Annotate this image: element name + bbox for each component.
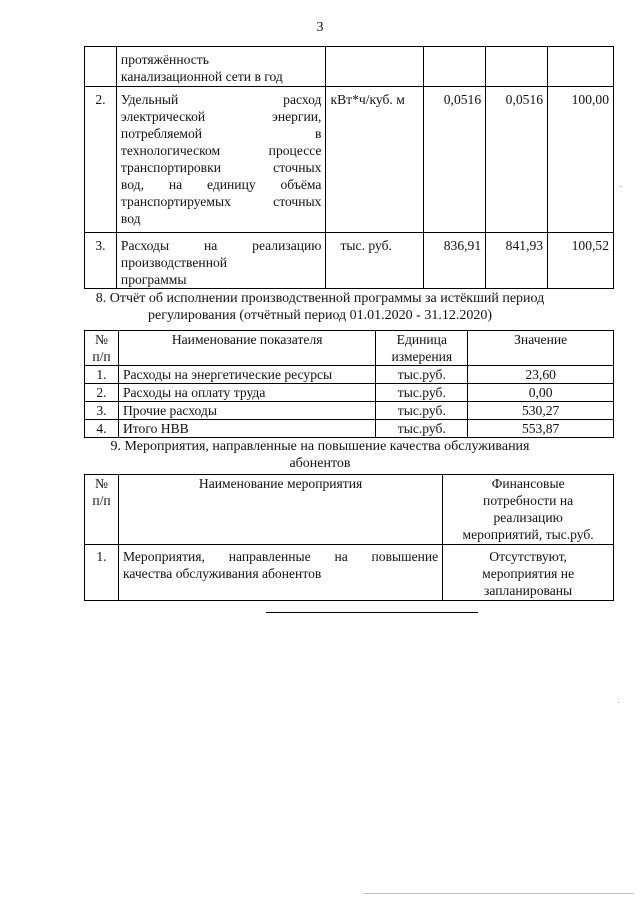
percent-cell: 100,52 [548,233,614,289]
table-row: 2. Расходы на оплату труда тыс.руб. 0,00 [85,384,614,402]
row-number: 3. [85,233,117,289]
section-9-title: 9. Мероприятия, направленные на повышение качества обслуживания абонентов [110,439,530,471]
row-number: 2. [85,87,117,233]
percent-cell: 100,00 [548,87,614,233]
table-row [85,87,614,233]
column-header-financing: Финансовые потребности на реализацию мероприятий, тыс.руб. [443,475,614,545]
value-cell: 841,93 [486,233,548,289]
financing-cell: Отсутствуют, мероприятия не запланированы [443,545,614,601]
table-row [85,47,614,87]
indicator-name: протяжённость канализационной сети в год [116,47,326,87]
table-row [85,545,614,601]
separator-line [266,612,478,613]
table-row [85,233,614,289]
table-header-row [85,475,614,545]
column-header-number: № п/п [85,331,119,366]
column-header-value: Значение [468,331,614,366]
column-header-unit: Единица измерения [376,331,468,366]
unit-cell: кВт*ч/куб. м [326,87,424,233]
unit-cell: тыс. руб. [326,233,424,289]
indicators-table [84,46,614,289]
column-header-name: Наименование мероприятия [118,475,442,545]
service-quality-measures-table [84,474,614,601]
value-cell: 836,91 [424,233,486,289]
indicator-name: Удельный расход электрической энергии, потребляемой в технологическом процессе транспортировки сточных вод, на единицу объёма транспортируемых сточных вод [116,87,326,233]
indicator-name: Расходы на реализацию производственной программы [116,233,326,289]
scan-dot [620,186,621,187]
value-cell: 0,0516 [424,87,486,233]
section-8-title: 8. Отчёт об исполнении производственной программы за истёкший период регулирования (отчётный период 01.01.2020 - 31.12.2020) [95,291,545,323]
measure-name: Мероприятия, направленные на повышение качества обслуживания абонентов [118,545,442,601]
scan-edge-line [364,893,634,894]
table-row: 4. Итого НВВ тыс.руб. 553,87 [85,420,614,438]
table-row: 3. Прочие расходы тыс.руб. 530,27 [85,402,614,420]
production-program-report-table [84,330,614,438]
table-header-row [85,331,614,366]
column-header-name: Наименование показателя [118,331,375,366]
scan-dot [618,702,619,703]
row-number: 1. [85,545,119,601]
value-cell: 0,0516 [486,87,548,233]
table-row: 1. Расходы на энергетические ресурсы тыс.руб. 23,60 [85,366,614,384]
column-header-number: № п/п [85,475,119,545]
page-number: 3 [316,20,324,35]
